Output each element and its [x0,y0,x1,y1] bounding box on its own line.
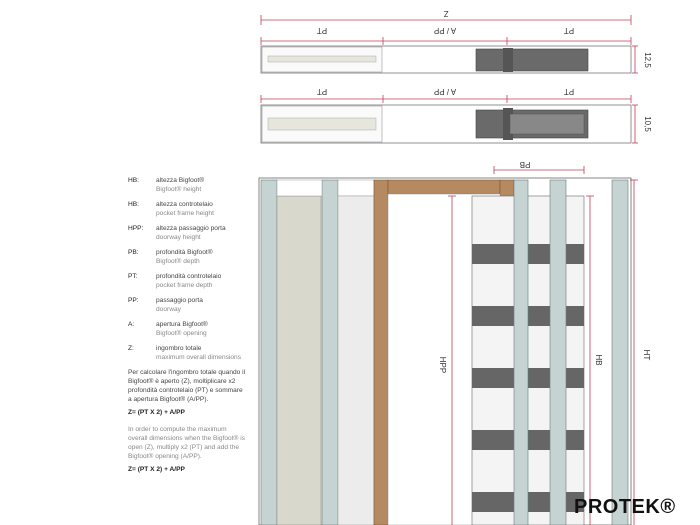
legend-code: A: [128,321,135,328]
hb-label: HB [594,354,603,366]
a-pp-label-2: A / PP [433,87,457,96]
legend-en: maximum overall dimensions [156,354,242,361]
legend-it: passaggio porta [156,297,203,304]
legend-it: ingombro totale [156,345,202,352]
legend-en: Bigfoot® opening [156,330,207,337]
depth-label-bottom: 10,5 [643,116,652,132]
legend-item [128,200,246,218]
legend-code: PP: [128,297,139,304]
ht-label: HT [642,349,651,361]
legend-code: HB: [128,201,139,208]
legend-item [128,272,246,290]
note-it-text: Per calcolare l'ingombro totale quando il Bigfoot® è aperto (Z), moltiplicare x2 profondità controtelaio (PT) e sommare a apertura Bigfoot® (A/PP). [128,369,246,403]
legend-en: Bigfoot® depth [156,258,200,265]
legend-item [128,176,246,194]
legend-it: altezza Bigfoot® [156,177,205,184]
pt-left-label-1: PT [316,26,328,35]
dimension-z [261,9,631,25]
legend-code: PT: [128,273,138,280]
pb-label: PB [519,160,531,169]
depth-label-top: 12,5 [643,52,652,68]
legend-it: profondità controtelaio [156,273,222,280]
legend-code: Z: [128,345,134,352]
legend-it: apertura Bigfoot® [156,321,208,328]
dimension-z-label: Z [443,9,449,18]
legend-item [128,320,246,338]
a-pp-label-1: A / PP [433,26,457,35]
legend-en: pocket frame depth [156,282,213,289]
legend-it: altezza passaggio porta [156,225,226,232]
elevation-view [259,160,651,525]
hpp-label: HPP [438,356,447,374]
note-en-text: In order to compute the maximum overall dimensions when the Bigfoot® is open (Z), multiply x2 (PT) and add the Bigfoot® opening (A/PP). [128,426,246,460]
legend-item [128,344,246,362]
legend-en: Bigfoot® height [156,186,202,193]
legend-en: doorway [156,306,181,313]
pt-right-label-1: PT [563,26,575,35]
legend-item [128,224,246,242]
plan-view-open-1 [261,26,652,73]
pt-left-label-2: PT [316,87,328,96]
note-english [128,425,246,474]
formula-en: Z= (PT X 2) + A/PP [128,466,185,473]
note-italian [128,368,246,417]
pt-right-label-2: PT [563,87,575,96]
legend-item [128,296,246,314]
legend-item [128,248,246,266]
legend-en: pocket frame height [156,210,214,217]
legend-it: profondità Bigfoot® [156,249,213,256]
legend-en: doorway height [156,234,201,241]
legend-code: PB: [128,249,139,256]
legend-code: HB: [128,177,139,184]
plan-view-open-2 [261,87,652,143]
legend [128,176,246,482]
legend-it: altezza controtelaio [156,201,213,208]
formula-it: Z= (PT X 2) + A/PP [128,409,185,416]
legend-code: HPP: [128,225,144,232]
brand-logo: PROTEK® [574,496,676,518]
